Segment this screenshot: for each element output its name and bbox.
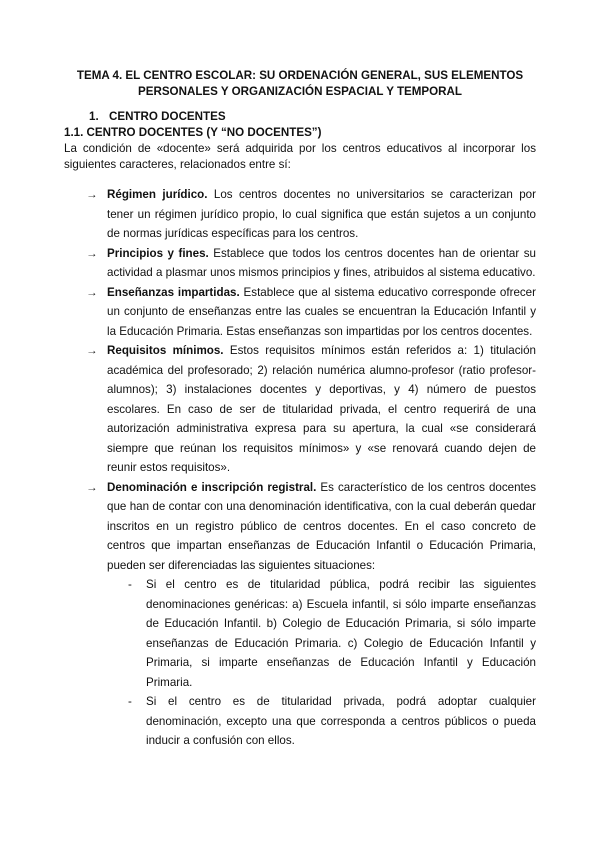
item-term: Enseñanzas impartidas. [107, 285, 240, 299]
item-text: Estos requisitos mínimos están referidos a: 1) titulación académica del profesorado; 2) relación numérica alumno-profesor (ratio profesor-alumnos); 3) instalaciones docentes y deportivas, y 4) número de puestos escolares. En caso de ser de titularidad privada, el centro requerirá de una autorización administrativa expresa para su apertura, la cual «se considerará siempre que reúnan los requisitos mínimos» y «se renovará cuando dejen de reunir estos requisitos». [107, 344, 536, 474]
list-item [64, 341, 536, 478]
list-item [64, 244, 536, 283]
sub-list-item [107, 575, 536, 692]
sub-list-item [107, 692, 536, 751]
arrow-icon: → [86, 344, 98, 357]
item-term: Principios y fines. [107, 246, 209, 260]
section-heading-1 [89, 109, 536, 125]
arrow-icon: → [86, 285, 98, 299]
dash-icon: - [128, 578, 132, 591]
intro-paragraph: La condición de «docente» será adquirida por los centros educativos al incorporar los siguientes caracteres, relacionados entre sí: [64, 142, 536, 171]
item-text: Los centros docentes no universitarios se caracterizan por tener un régimen jurídico propio, lo cual significa que están sujetos a un conjunto de normas jurídicas específicas para los centros. [107, 188, 536, 240]
item-text: Es característico de los centros docentes que han de contar con una denominación identificativa, con la cual deberán quedar inscritos en un registro público de centros docentes. En el caso concreto de centros que impartan enseñanzas de Educación Infantil o Educación Primaria, pueden ser diferenciadas las siguientes situaciones: [107, 480, 536, 572]
characteristics-list [64, 185, 536, 751]
item-term: Requisitos mínimos. [107, 344, 224, 357]
sub-item-text: Si el centro es de titularidad pública, podrá recibir las siguientes denominaciones genéricas: a) Escuela infantil, si sólo imparte enseñanzas de Educación Infantil. b) Colegio de Educación Primaria, si sólo imparte enseñanzas de Educación Primaria. c) Colegio de Educación Infantil y Primaria, si imparte enseñanzas de Educación Infantil y Educación Primaria. [146, 578, 536, 689]
section-number: 1. [89, 110, 99, 123]
arrow-icon: → [86, 480, 98, 494]
arrow-icon: → [86, 188, 98, 201]
sub-item-text: Si el centro es de titularidad privada, podrá adoptar cualquier denominación, excepto una que corresponda a centros públicos o pueda inducir a confusión con ellos. [146, 695, 536, 747]
sub-list [107, 575, 536, 751]
title-line-2: PERSONALES Y ORGANIZACIÓN ESPACIAL Y TEMPORAL [137, 85, 463, 98]
list-item [64, 478, 536, 751]
item-term: Régimen jurídico. [107, 188, 208, 201]
dash-icon: - [128, 695, 132, 708]
item-text: Establece que al sistema educativo corresponde ofrecer un conjunto de enseñanzas entre las cuales se encuentran la Educación Infantil y la Educación Primaria. Estas enseñanzas son impartidas por los centros docentes. [107, 285, 536, 338]
document-title [64, 68, 536, 100]
item-term: Denominación e inscripción registral. [107, 480, 317, 494]
title-line-1: TEMA 4. EL CENTRO ESCOLAR: SU ORDENACIÓN GENERAL, SUS ELEMENTOS [76, 69, 524, 82]
list-item [64, 283, 536, 342]
subsection-heading: 1.1. CENTRO DOCENTES (Y “NO DOCENTES”) [64, 126, 322, 139]
list-item [64, 185, 536, 244]
document-page [64, 68, 536, 751]
section-label: CENTRO DOCENTES [109, 110, 226, 123]
arrow-icon: → [86, 246, 98, 260]
item-text: Establece que todos los centros docentes han de orientar su actividad a plasmar unos mismos principios y fines, atribuidos al sistema educativo. [107, 246, 536, 279]
